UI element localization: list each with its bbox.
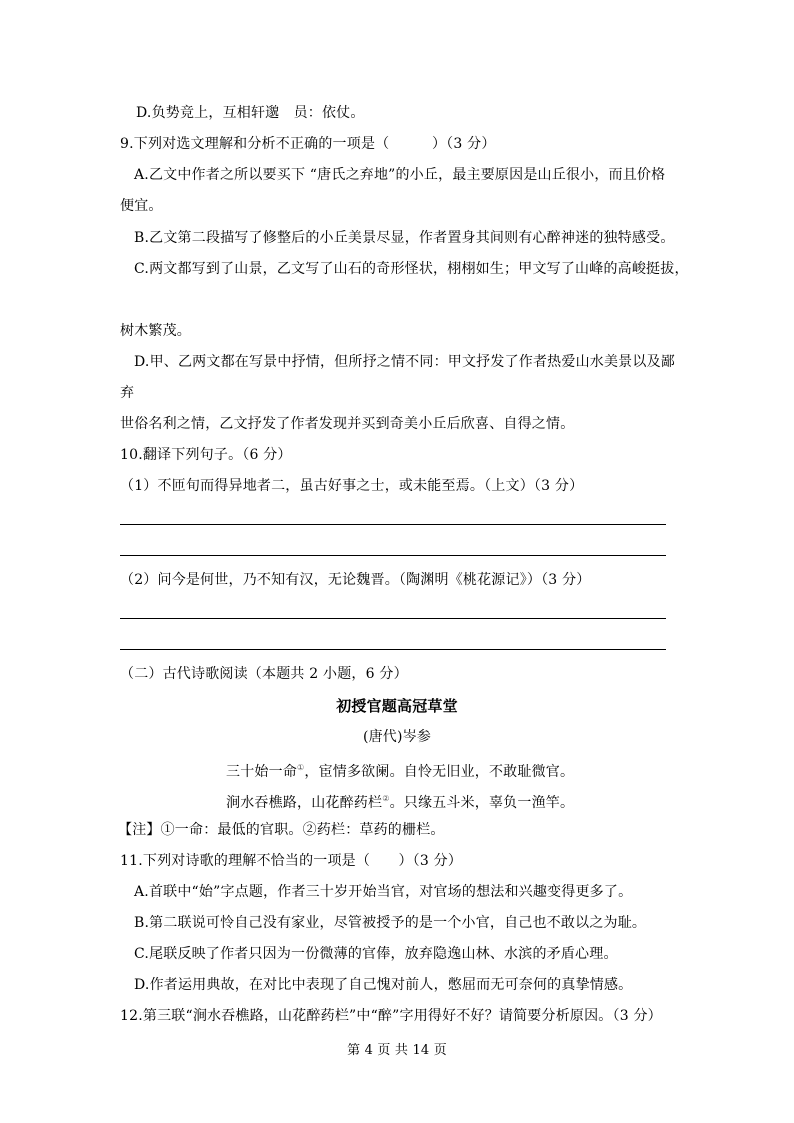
q9-option-a-line2: 便宜。 [120,198,163,214]
question-10: 10.翻译下列句子。（6 分） [120,447,292,463]
poem-note: 【注】①一命：最低的官职。②药栏：草药的栅栏。 [118,822,445,838]
poem-line-2-part-b: 。只缘五斗米，辜负一渔竿。 [389,795,575,811]
question-12: 12.第三联“涧水吞樵路，山花醉药栏”中“醉”字用得好不好？请简要分析原因。（3 分） [120,1008,662,1024]
answer-line [120,524,666,525]
q10-sentence-1: （1）不匝旬而得异地者二，虽古好事之士，或未能至焉。（上文）（3 分） [120,478,584,494]
question-11: 11.下列对诗歌的理解不恰当的一项是（ ）（3 分） [120,853,463,869]
answer-line [120,555,666,556]
q10-sentence-2: （2）问今是何世，乃不知有汉，无论魏晋。（陶渊明《桃花源记》）（3 分） [120,572,591,588]
answer-line [120,649,666,650]
q9-option-d-line1: D.甲、乙两文都在写景中抒情，但所抒之情不同：甲文抒发了作者热爱山水美景以及鄙 [134,354,675,370]
option-d-q8: D.负势竞上，互相轩邈 员：依仗。 [136,105,365,121]
footnote-marker-1: ① [297,763,305,772]
poem-author: (唐代)岑参 [362,729,432,745]
answer-line [120,618,666,619]
page-footer: 第 4 页 共 14 页 [347,1043,447,1058]
question-9: 9.下列对选文理解和分析不正确的一项是（ ）（3 分） [120,136,496,152]
q11-option-b: B.第二联说可怜自己没有家业，尽管被授予的是一个小官，自己也不敢以之为耻。 [134,915,647,931]
q9-option-d-line3: 世俗名利之情，乙文抒发了作者发现并买到奇美小丘后欣喜、自得之情。 [120,416,575,432]
section-2-heading: （二）古代诗歌阅读（本题共 2 小题，6 分） [120,666,408,682]
poem-line-2-part-a: 涧水吞樵路，山花醉药栏 [226,795,383,811]
q11-option-a: A.首联中“始”字点题，作者三十岁开始当官，对官场的想法和兴趣变得更多了。 [134,884,633,900]
q9-option-c-line2: 树木繁茂。 [120,323,191,339]
q9-option-d-line2: 弃 [120,385,135,401]
q9-option-c-line1: C.两文都写到了山景，乙文写了山石的奇形怪状，栩栩如生；甲文写了山峰的高峻挺拔， [134,261,689,277]
q9-option-a-line1: A.乙文中作者之所以要买下 “唐氏之弃地”的小丘，最主要原因是山丘很小，而且价格 [134,167,666,183]
poem-line-1 [226,759,574,781]
footnote-marker-2: ② [382,794,390,803]
poem-title: 初授官题高冠草堂 [336,697,458,715]
poem-line-2 [226,790,574,812]
poem-line-1-part-a: 三十始一命 [226,764,297,780]
poem-line-1-part-b: ，宦情多欲阑。自怜无旧业，不敢耻微官。 [304,764,575,780]
q11-option-d: D.作者运用典故，在对比中表现了自己愧对前人，憋屈而无可奈何的真挚情感。 [134,977,633,993]
q11-option-c: C.尾联反映了作者只因为一份微薄的官俸，放弃隐逸山林、水滨的矛盾心理。 [134,946,618,962]
q9-option-b: B.乙文第二段描写了修整后的小丘美景尽显，作者置身其间则有心醉神迷的独特感受。 [134,230,675,246]
